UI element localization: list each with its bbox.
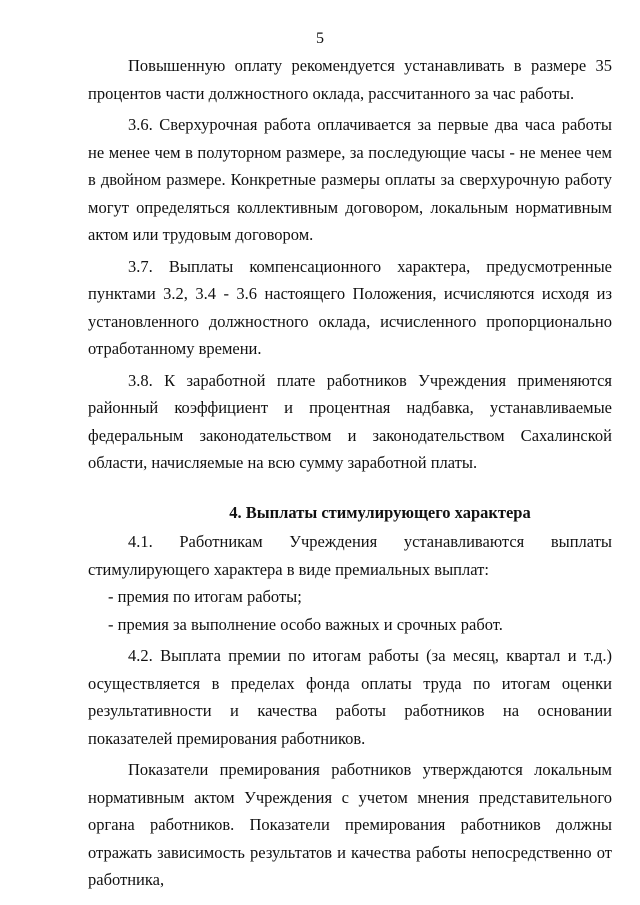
paragraph-4-1: 4.1. Работникам Учреждения устанавливаются выплаты стимулирующего характера в виде премиальных выплат: bbox=[88, 532, 612, 579]
document-body bbox=[88, 52, 612, 894]
list-item: - премия по итогам работы; bbox=[108, 587, 302, 606]
paragraph-3-7: 3.7. Выплаты компенсационного характера, предусмотренные пунктами 3.2, 3.4 - 3.6 настоящего Положения, исчисляются исходя из установленного должностного оклада, исчисленного пропорционально отработанному времени. bbox=[88, 256, 612, 358]
list-item: - премия за выполнение особо важных и срочных работ. bbox=[108, 614, 503, 634]
paragraph-3-8: 3.8. К заработной плате работников Учреждения применяются районный коэффициент и процентная надбавка, устанавливаемые федеральным законодательством и законодательством Сахалинской области, начисляемые на всю сумму заработной платы. bbox=[88, 370, 612, 472]
paragraph-overtime-rate: Повышенную оплату рекомендуется устанавливать в размере 35 процентов части должностного оклада, рассчитанного за час работы. bbox=[88, 56, 612, 103]
page-number: 5 bbox=[316, 30, 324, 47]
paragraph-4-2: 4.2. Выплата премии по итогам работы (за месяц, квартал и т.д.) осуществляется в пределах фонда оплаты труда по итогам оценки результативности и качества работы работников на основании показателей премирования работников. bbox=[88, 646, 612, 748]
section-heading: 4. Выплаты стимулирующего характера bbox=[229, 502, 531, 522]
paragraph-indicators: Показатели премирования работников утверждаются локальным нормативным актом Учреждения с учетом мнения представительного органа работников. Показатели премирования работников должны отражать зависимость результатов и качества работы непосредственно от работника, bbox=[88, 760, 612, 889]
paragraph-3-6: 3.6. Сверхурочная работа оплачивается за первые два часа работы не менее чем в полуторном размере, за последующие часы - не менее чем в двойном размере. Конкретные размеры оплаты за сверхурочную работу могут определяться коллективным договором, локальным нормативным актом или трудовым договором. bbox=[88, 115, 612, 244]
